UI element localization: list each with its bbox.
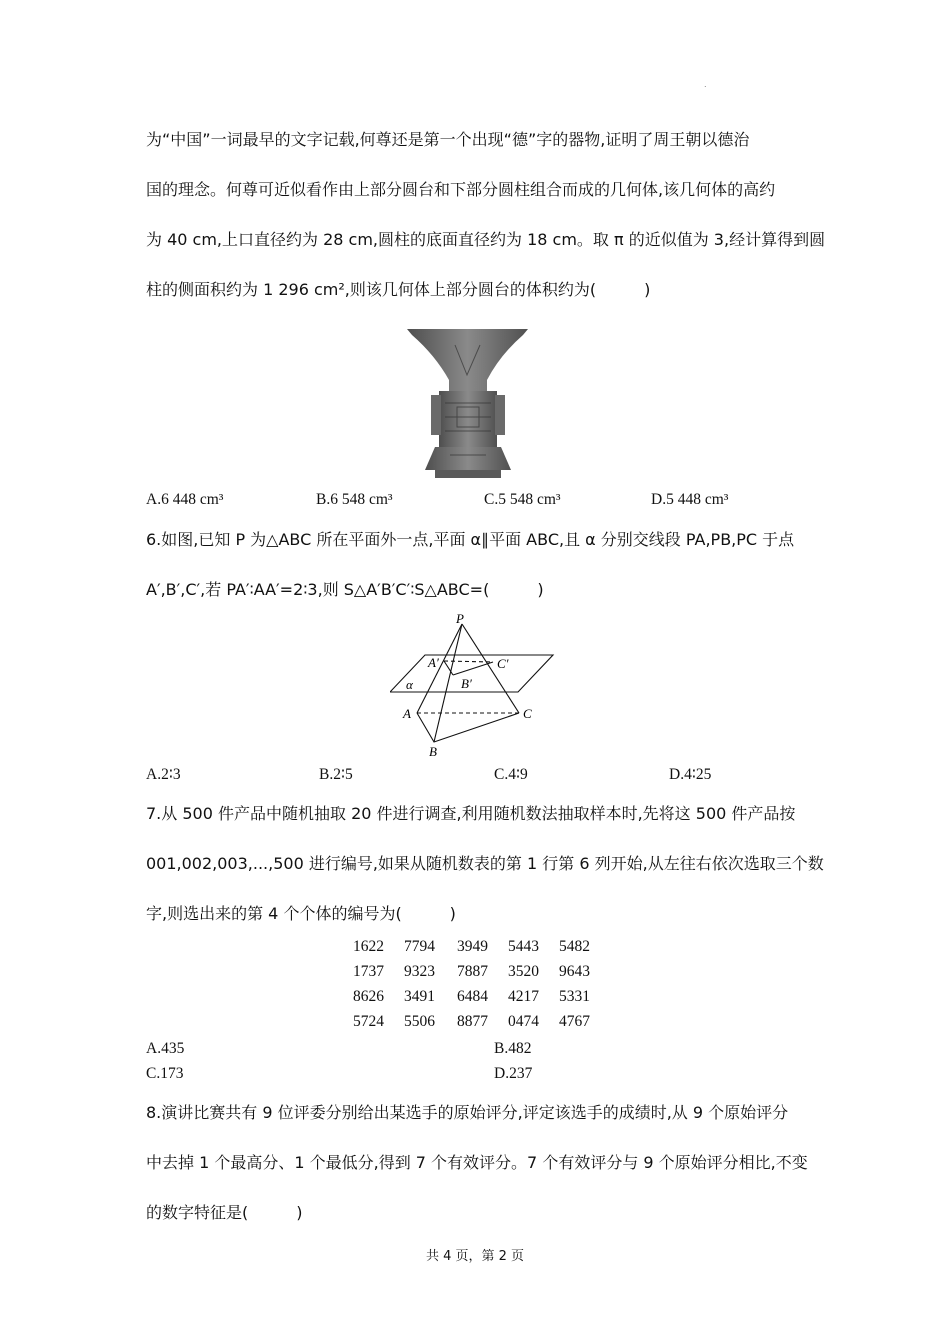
table-cell: 8877 <box>457 1013 488 1030</box>
table-cell: 3520 <box>508 963 539 980</box>
table-cell: 4767 <box>559 1013 590 1030</box>
q5-option-c[interactable]: C.5 548 cm³ <box>484 491 561 508</box>
q6-option-c[interactable]: C.4∶9 <box>494 766 528 783</box>
q7-line-2: 001,002,003,...,500 进行编号,如果从随机数表的第 1 行第 6 列开始,从左往右依次选取三个数 <box>146 854 824 873</box>
table-cell: 8626 <box>353 988 384 1005</box>
label-c: C <box>523 706 532 721</box>
table-cell: 5482 <box>559 938 590 955</box>
q5-option-b[interactable]: B.6 548 cm³ <box>316 491 393 508</box>
table-cell: 5506 <box>404 1013 435 1030</box>
table-cell: 9643 <box>559 963 590 980</box>
label-a-prime: A′ <box>428 655 439 670</box>
q7-option-a[interactable]: A.435 <box>146 1040 185 1057</box>
table-cell: 3949 <box>457 938 488 955</box>
table-cell: 6484 <box>457 988 488 1005</box>
q7-line-3: 字,则选出来的第 4 个个体的编号为( ) <box>146 904 456 923</box>
question-5-text <box>146 115 826 315</box>
q5-line-2: 国的理念。何尊可近似看作由上部分圆台和下部分圆柱组合而成的几何体,该几何体的高约 <box>146 180 776 199</box>
q5-line-1: 为“中国”一词最早的文字记载,何尊还是第一个出现“德”字的器物,证明了周王朝以德治 <box>146 130 750 149</box>
corner-mark: . <box>704 80 707 89</box>
label-c-prime: C′ <box>497 656 509 671</box>
q6-option-d[interactable]: D.4∶25 <box>669 766 712 783</box>
q6-line-1: 6.如图,已知 P 为△ABC 所在平面外一点,平面 α∥平面 ABC,且 α 分别交线段 PA,PB,PC 于点 <box>146 530 795 549</box>
label-alpha: α <box>406 677 413 692</box>
he-zun-vessel-image <box>405 325 530 480</box>
table-cell: 5724 <box>353 1013 384 1030</box>
question-7-text <box>146 789 824 939</box>
table-cell: 3491 <box>404 988 435 1005</box>
question-6-text <box>146 515 811 615</box>
page-footer: 共 4 页，第 2 页 <box>425 1249 525 1264</box>
pyramid-plane-figure <box>390 612 560 760</box>
table-cell: 1737 <box>353 963 384 980</box>
table-cell: 9323 <box>404 963 435 980</box>
label-a: A <box>403 706 411 721</box>
q8-line-2: 中去掉 1 个最高分、1 个最低分,得到 7 个有效评分。7 个有效评分与 9 个原始评分相比,不变 <box>146 1153 808 1172</box>
label-b: B <box>429 744 437 759</box>
q5-line-3: 为 40 cm,上口直径约为 28 cm,圆柱的底面直径约为 18 cm。取 π 的近似值为 3,经计算得到圆 <box>146 230 826 249</box>
table-cell: 1622 <box>353 938 384 955</box>
label-p: P <box>456 612 464 626</box>
table-cell: 4217 <box>508 988 539 1005</box>
table-cell: 5331 <box>559 988 590 1005</box>
label-b-prime: B′ <box>461 676 472 691</box>
q7-option-d[interactable]: D.237 <box>494 1065 533 1082</box>
table-cell: 5443 <box>508 938 539 955</box>
q7-option-c[interactable]: C.173 <box>146 1065 184 1082</box>
q8-line-1: 8.演讲比赛共有 9 位评委分别给出某选手的原始评分,评定该选手的成绩时,从 9 个原始评分 <box>146 1103 789 1122</box>
table-cell: 0474 <box>508 1013 539 1030</box>
q6-line-2: A′,B′,C′,若 PA′∶AA′=2∶3,则 S△A′B′C′∶S△ABC=( ) <box>146 580 544 599</box>
q6-option-a[interactable]: A.2∶3 <box>146 766 181 783</box>
q8-line-3: 的数字特征是( ) <box>146 1203 303 1222</box>
q5-option-d[interactable]: D.5 448 cm³ <box>651 491 729 508</box>
q5-option-a[interactable]: A.6 448 cm³ <box>146 491 224 508</box>
question-8-text <box>146 1088 811 1238</box>
q5-line-4: 柱的侧面积约为 1 296 cm²,则该几何体上部分圆台的体积约为( ) <box>146 280 651 299</box>
table-cell: 7794 <box>404 938 435 955</box>
q7-line-1: 7.从 500 件产品中随机抽取 20 件进行调查,利用随机数法抽取样本时,先将这 500 件产品按 <box>146 804 796 823</box>
q7-option-b[interactable]: B.482 <box>494 1040 532 1057</box>
q6-option-b[interactable]: B.2∶5 <box>319 766 353 783</box>
table-cell: 7887 <box>457 963 488 980</box>
